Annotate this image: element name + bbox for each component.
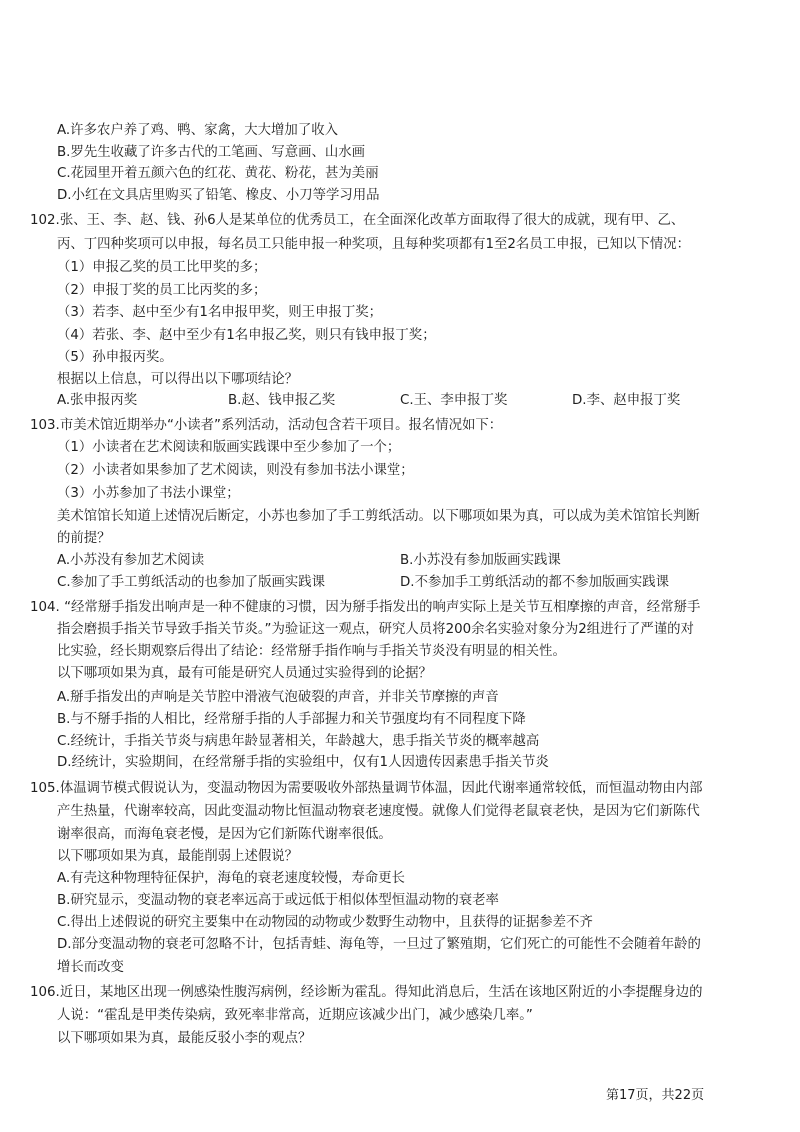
q102-option-d: D.李、赵申报丁奖 bbox=[572, 393, 681, 408]
q106-stem-line-1: 106.近日，某地区出现一例感染性腹泻病例，经诊断为霍乱。得知此消息后，生活在该地区附近的小李提醒身边的 bbox=[30, 985, 703, 1000]
q105-stem-line-3: 谢率很高，而海龟衰老慢，是因为它们新陈代谢率很低。 bbox=[57, 827, 392, 842]
q104-option-d: D.经统计，实验期间，在经常掰手指的实验组中，仅有1人因遗传因素患手指关节炎 bbox=[57, 755, 549, 770]
q104-question: 以下哪项如果为真，最有可能是研究人员通过实验得到的论据？ bbox=[57, 666, 432, 681]
q101-option-d: D.小红在文具店里购买了铅笔、橡皮、小刀等学习用品 bbox=[57, 188, 380, 203]
q102-options-row bbox=[0, 391, 800, 411]
q103-question-line-2: 的前提？ bbox=[57, 531, 111, 546]
q103-question-line-1: 美术馆馆长知道上述情况后断定，小苏也参加了手工剪纸活动。以下哪项如果为真，可以成为美术馆馆长判断 bbox=[57, 509, 700, 524]
q105-stem-line-1: 105.体温调节模式假说认为，变温动物因为需要吸收外部热量调节体温，因此代谢率通常较低，而恒温动物由内部 bbox=[30, 781, 703, 796]
q104-stem-line-1: 104. “经常掰手指发出响声是一种不健康的习惯，因为掰手指发出的响声实际上是关节互相摩擦的声音，经常掰手 bbox=[30, 600, 701, 615]
q105-stem-line-2: 产生热量，代谢率较高，因此变温动物比恒温动物衰老速度慢。就像人们觉得老鼠衰老快，是因为它们新陈代 bbox=[57, 804, 700, 819]
q106-stem-line-2: 人说：“霍乱是甲类传染病，致死率非常高，近期应该减少出门，减少感染几率。” bbox=[57, 1008, 533, 1023]
q103-options-row-2 bbox=[0, 573, 800, 593]
q101-option-c: C.花园里开着五颜六色的红花、黄花、粉花，甚为美丽 bbox=[57, 166, 379, 181]
q104-option-a: A.掰手指发出的声响是关节腔中滑液气泡破裂的声音，并非关节摩擦的声音 bbox=[57, 690, 499, 705]
q104-option-c: C.经统计，手指关节炎与病患年龄显著相关，年龄越大，患手指关节炎的概率越高 bbox=[57, 734, 540, 749]
q102-condition-1: （1）申报乙奖的员工比甲奖的多； bbox=[57, 260, 267, 275]
q102-question: 根据以上信息，可以得出以下哪项结论？ bbox=[57, 372, 299, 387]
q103-option-c: C.参加了手工剪纸活动的也参加了版画实践课 bbox=[57, 575, 326, 590]
q102-option-b: B.赵、钱申报乙奖 bbox=[228, 393, 336, 408]
q105-option-d-line-2: 增长而改变 bbox=[57, 960, 124, 975]
page-number: 第17页，共22页 bbox=[606, 1088, 705, 1103]
q101-option-a: A.许多农户养了鸡、鸭、家禽，大大增加了收入 bbox=[57, 123, 338, 138]
q103-option-d: D.不参加手工剪纸活动的都不参加版画实践课 bbox=[400, 575, 669, 590]
q105-question: 以下哪项如果为真，最能削弱上述假说？ bbox=[57, 849, 299, 864]
q103-options-row-1 bbox=[0, 551, 800, 571]
q105-option-c: C.得出上述假说的研究主要集中在动物园的动物或少数野生动物中，且获得的证据参差不齐 bbox=[57, 915, 593, 930]
q104-stem-line-3: 比实验，经长期观察后得出了结论：经常掰手指作响与手指关节炎没有明显的相关性。 bbox=[57, 644, 566, 659]
q104-stem-line-2: 指会磨损手指关节导致手指关节炎。”为验证这一观点，研究人员将200余名实验对象分为2组进行了严谨的对 bbox=[57, 622, 694, 637]
q105-option-b: B.研究显示，变温动物的衰老率远高于或远低于相似体型恒温动物的衰老率 bbox=[57, 893, 499, 908]
q102-condition-3: （3）若李、赵中至少有1名申报甲奖，则王申报丁奖； bbox=[57, 305, 383, 320]
q103-option-a: A.小苏没有参加艺术阅读 bbox=[57, 553, 205, 568]
q102-condition-2: （2）申报丁奖的员工比丙奖的多； bbox=[57, 283, 267, 298]
q101-option-b: B.罗先生收藏了许多古代的工笔画、写意画、山水画 bbox=[57, 145, 366, 160]
q105-option-d-line-1: D.部分变温动物的衰老可忽略不计，包括青蛙、海龟等，一旦过了繁殖期，它们死亡的可能性不会随着年龄的 bbox=[57, 937, 701, 952]
q105-option-a: A.有壳这种物理特征保护，海龟的衰老速度较慢，寿命更长 bbox=[57, 871, 405, 886]
q103-condition-1: （1）小读者在艺术阅读和版画实践课中至少参加了一个； bbox=[57, 440, 401, 455]
q102-stem-line-2: 丙、丁四种奖项可以申报，每名员工只能申报一种奖项，且每种奖项都有1至2名员工申报，已知以下情况： bbox=[57, 237, 691, 252]
q103-condition-3: （3）小苏参加了书法小课堂； bbox=[57, 486, 240, 501]
q102-stem-line-1: 102.张、王、李、赵、钱、孙6人是某单位的优秀员工，在全面深化改革方面取得了很大的成就，现有甲、乙、 bbox=[30, 213, 685, 228]
q103-condition-2: （2）小读者如果参加了艺术阅读，则没有参加书法小课堂； bbox=[57, 463, 414, 478]
q106-question: 以下哪项如果为真，最能反驳小李的观点？ bbox=[57, 1031, 312, 1046]
q103-option-b: B.小苏没有参加版画实践课 bbox=[400, 553, 561, 568]
q102-option-a: A.张申报丙奖 bbox=[57, 393, 138, 408]
q104-option-b: B.与不掰手指的人相比，经常掰手指的人手部握力和关节强度均有不同程度下降 bbox=[57, 712, 526, 727]
q103-stem: 103.市美术馆近期举办“小读者”系列活动，活动包含若干项目。报名情况如下： bbox=[30, 418, 503, 433]
q102-option-c: C.王、李申报丁奖 bbox=[400, 393, 508, 408]
q102-condition-5: （5）孙申报丙奖。 bbox=[57, 350, 173, 365]
q102-condition-4: （4）若张、李、赵中至少有1名申报乙奖，则只有钱申报丁奖； bbox=[57, 328, 436, 343]
